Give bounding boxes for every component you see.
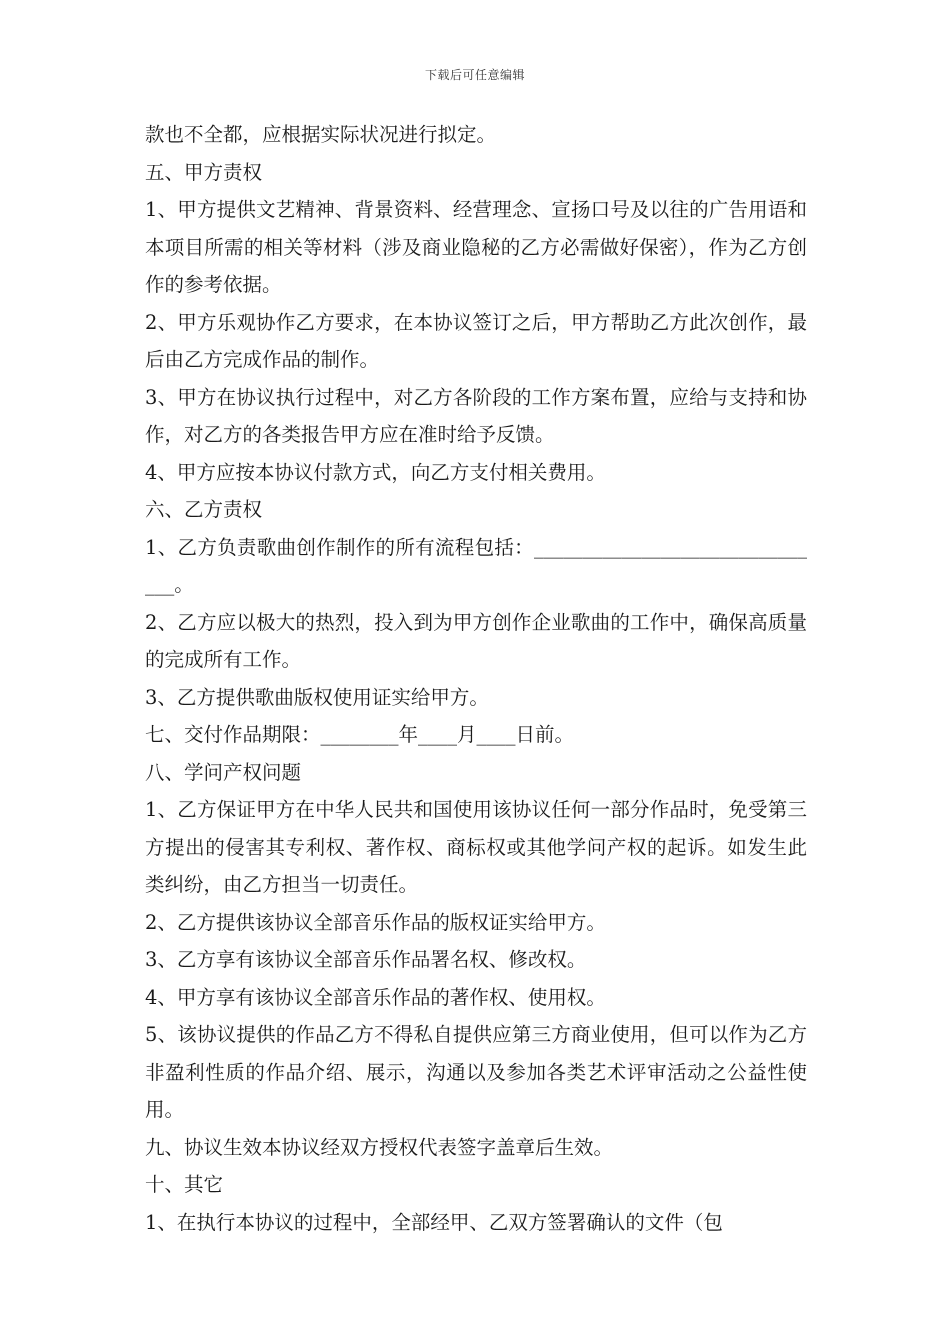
clause-5-4: 4、甲方应按本协议付款方式，向乙方支付相关费用。 <box>145 460 606 484</box>
clause-8-3: 3、乙方享有该协议全部音乐作品署名权、修改权。 <box>145 948 587 971</box>
document-body <box>145 116 807 1241</box>
section-heading-6: 六、乙方责权 <box>145 498 263 521</box>
section-heading-10: 十、其它 <box>145 1173 224 1196</box>
section-heading-7: 七、交付作品期限：________年____月____日前。 <box>145 723 575 746</box>
paragraph-continuation: 款也不全都，应根据实际状况进行拟定。 <box>145 123 497 146</box>
clause-8-5: 5、该协议提供的作品乙方不得私自提供应第三方商业使用，但可以作为乙方非盈利性质的作品介绍、展示，沟通以及参加各类艺术评审活动之公益性使用。 <box>145 1023 807 1121</box>
section-heading-5: 五、甲方责权 <box>145 160 263 184</box>
clause-6-3: 3、乙方提供歌曲版权使用证实给甲方。 <box>145 685 489 709</box>
clause-6-1: 1、乙方负责歌曲创作制作的所有流程包括：_______________________________。 <box>145 535 807 596</box>
clause-8-2: 2、乙方提供该协议全部音乐作品的版权证实给甲方。 <box>145 910 606 934</box>
clause-8-4: 4、甲方享有该协议全部音乐作品的著作权、使用权。 <box>145 985 606 1009</box>
clause-6-2: 2、乙方应以极大的热烈，投入到为甲方创作企业歌曲的工作中，确保高质量的完成所有工作。 <box>145 610 807 671</box>
clause-5-3: 3、甲方在协议执行过程中，对乙方各阶段的工作方案布置，应给与支持和协作，对乙方的各类报告甲方应在准时给予反馈。 <box>145 385 807 446</box>
clause-10-1: 1、在执行本协议的过程中，全部经甲、乙双方签署确认的文件（包 <box>145 1210 723 1234</box>
section-heading-9: 九、协议生效本协议经双方授权代表签字盖章后生效。 <box>145 1135 614 1159</box>
clause-5-2: 2、甲方乐观协作乙方要求，在本协议签订之后，甲方帮助乙方此次创作，最后由乙方完成作品的制作。 <box>145 310 807 371</box>
section-heading-8: 八、学问产权问题 <box>145 760 302 784</box>
page-header-note: 下载后可任意编辑 <box>424 68 525 82</box>
clause-5-1: 1、甲方提供文艺精神、背景资料、经营理念、宣扬口号及以往的广告用语和本项目所需的相关等材料（涉及商业隐秘的乙方必需做好保密），作为乙方创作的参考依据。 <box>145 198 807 296</box>
clause-8-1: 1、乙方保证甲方在中华人民共和国使用该协议任何一部分作品时，免受第三方提出的侵害其专利权、著作权、商标权或其他学问产权的起诉。如发生此类纠纷，由乙方担当一切责任。 <box>145 798 807 896</box>
